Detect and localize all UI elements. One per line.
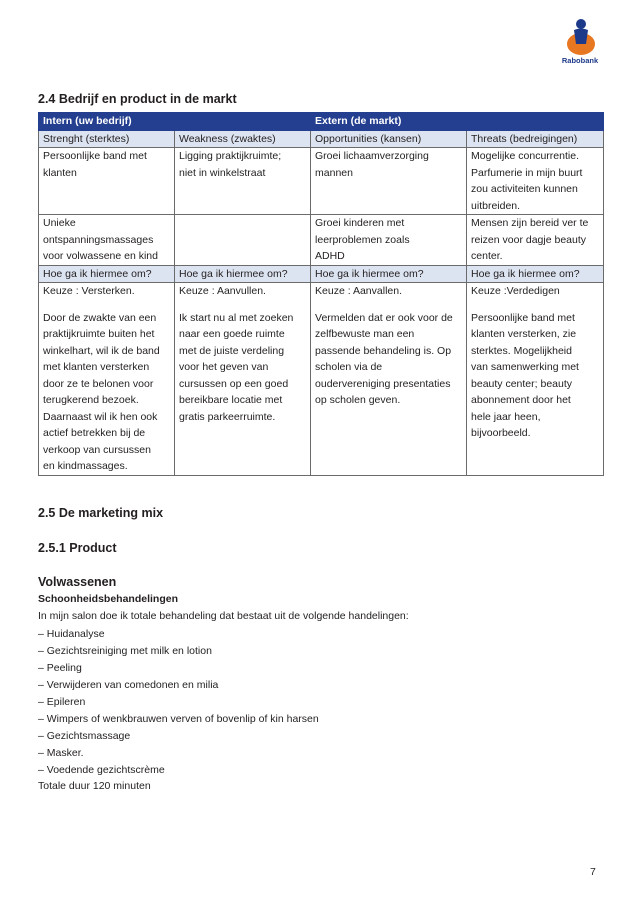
cell: [311, 215, 467, 266]
text-line: Parfumerie in mijn buurt: [471, 166, 583, 179]
text-line: center.: [471, 250, 503, 262]
text-line: bijvoorbeeld.: [471, 427, 531, 439]
cell: [39, 215, 175, 266]
text-line: reizen voor dagje beauty: [471, 233, 587, 246]
text-line: van samenwerking met: [471, 361, 579, 373]
question-cell: Hoe ga ik hiermee om?: [175, 265, 311, 283]
text-line: met de juiste verdeling: [179, 344, 285, 357]
volwassenen-heading: Volwassenen: [38, 575, 117, 589]
list-item: – Verwijderen van comedonen en milia: [38, 677, 319, 694]
text-line: mannen: [315, 166, 353, 179]
text-line: Mensen zijn bereid ver te: [471, 217, 589, 229]
text-line: klanten versterken, zie: [471, 328, 577, 340]
col-strengths: Strenght (sterktes): [39, 130, 175, 148]
swot-header-row: [39, 113, 604, 131]
question-cell: Hoe ga ik hiermee om?: [311, 265, 467, 283]
swot-columns-row: [39, 130, 604, 148]
text-line: en kindmassages.: [43, 460, 128, 472]
text-line: gratis parkeerruimte.: [179, 410, 276, 423]
swot-row-2: [39, 215, 604, 266]
explanation: [471, 310, 599, 442]
text-line: voor het geven van: [179, 361, 269, 373]
text-line: voor volwassene en kind: [43, 250, 158, 262]
cell: [467, 148, 604, 215]
list-item: – Masker.: [38, 745, 319, 762]
text-line: bereikbare locatie met: [179, 394, 283, 406]
text-line: Door de zwakte van een: [43, 311, 157, 324]
text-line: zelfbewuste man een: [315, 328, 415, 340]
text-line: passende behandeling is. Op: [315, 344, 452, 357]
swot-question-row: [39, 265, 604, 283]
answer-cell: [311, 283, 467, 476]
text-line: cursussen op een goed: [179, 377, 289, 390]
answer-cell: [467, 283, 604, 476]
text-line: Groei kinderen met: [315, 217, 405, 229]
col-weaknesses: Weakness (zwaktes): [175, 130, 311, 148]
swot-row-1: [39, 148, 604, 215]
explanation: [179, 310, 306, 426]
header-extern: Extern (de markt): [311, 113, 604, 131]
text-line: scholen via de: [315, 361, 383, 373]
choice: Keuze : Aanvallen.: [315, 285, 402, 297]
choice: Keuze : Aanvullen.: [179, 285, 266, 297]
text-line: ontspanningsmassages: [43, 233, 154, 246]
header-intern: Intern (uw bedrijf): [39, 113, 311, 131]
text-line: Vermelden dat er ook voor de: [315, 311, 453, 324]
text-line: sterktes. Mogelijkheid: [471, 344, 572, 357]
logo-text: Rabobank: [561, 56, 599, 65]
list-item: – Wimpers of wenkbrauwen verven of bovenlip of kin harsen: [38, 711, 319, 728]
text-line: niet in winkelstraat: [179, 166, 266, 179]
text-line: op scholen geven.: [315, 394, 401, 406]
text-line: oudervereniging presentaties: [315, 377, 451, 390]
section-title: 2.4 Bedrijf en product in de markt: [38, 92, 237, 106]
text-line: beauty center; beauty: [471, 377, 573, 390]
list-item: – Epileren: [38, 694, 319, 711]
text-line: met klanten versterken: [43, 361, 150, 373]
text-line: actief betrekken bij de: [43, 427, 146, 439]
text-line: Persoonlijke band met: [471, 311, 575, 324]
schoonheid-heading: Schoonheidsbehandelingen: [38, 593, 179, 605]
text-line: hele jaar heen,: [471, 410, 541, 423]
list-item: – Huidanalyse: [38, 626, 319, 643]
treatment-list: [38, 626, 319, 779]
col-opportunities: Opportunities (kansen): [311, 130, 467, 148]
list-item: – Voedende gezichtscrème: [38, 762, 319, 779]
intro-text: In mijn salon doe ik totale behandeling dat bestaat uit de volgende handelingen:: [38, 610, 409, 622]
cell: [39, 148, 175, 215]
text-line: uitbreiden.: [471, 199, 521, 212]
text-line: ADHD: [315, 250, 345, 262]
text-line: klanten: [43, 166, 77, 179]
text-line: abonnement door het: [471, 394, 571, 406]
list-item: – Gezichtsmassage: [38, 728, 319, 745]
explanation: [315, 310, 462, 409]
question-cell: Hoe ga ik hiermee om?: [39, 265, 175, 283]
answer-cell: [175, 283, 311, 476]
swot-answer-row: [39, 283, 604, 476]
text-line: Groei lichaamverzorging: [315, 150, 429, 162]
text-line: terugkerend bezoek.: [43, 394, 139, 406]
cell: [175, 215, 311, 266]
product-title: 2.5.1 Product: [38, 541, 117, 555]
text-line: Persoonlijke band met: [43, 150, 147, 162]
cell: [311, 148, 467, 215]
text-line: Daarnaast wil ik hen ook: [43, 410, 158, 423]
answer-cell: [39, 283, 175, 476]
marketing-mix-title: 2.5 De marketing mix: [38, 506, 164, 520]
choice: Keuze : Versterken.: [43, 285, 135, 297]
question-cell: Hoe ga ik hiermee om?: [467, 265, 604, 283]
text-line: zou activiteiten kunnen: [471, 183, 578, 195]
text-line: door ze te belonen voor: [43, 377, 154, 390]
text-line: leerproblemen zoals: [315, 233, 410, 246]
list-item: – Peeling: [38, 660, 319, 677]
swot-table: [38, 112, 604, 476]
col-threats: Threats (bedreigingen): [467, 130, 604, 148]
explanation: [43, 310, 170, 475]
list-item: – Gezichtsreiniging met milk en lotion: [38, 643, 319, 660]
cell: [467, 215, 604, 266]
text-line: winkelhart, wil ik de band: [43, 344, 160, 357]
page-number: 7: [590, 866, 596, 878]
text-line: Unieke: [43, 217, 76, 229]
cell: [175, 148, 311, 215]
text-line: naar een goede ruimte: [179, 328, 285, 340]
choice: Keuze :Verdedigen: [471, 285, 560, 297]
text-line: verkoop van cursussen: [43, 443, 151, 456]
text-line: Mogelijke concurrentie.: [471, 150, 579, 162]
text-line: praktijkruimte buiten het: [43, 328, 155, 340]
text-line: Ligging praktijkruimte;: [179, 150, 282, 162]
duration-text: Totale duur 120 minuten: [38, 780, 151, 792]
text-line: Ik start nu al met zoeken: [179, 311, 294, 324]
